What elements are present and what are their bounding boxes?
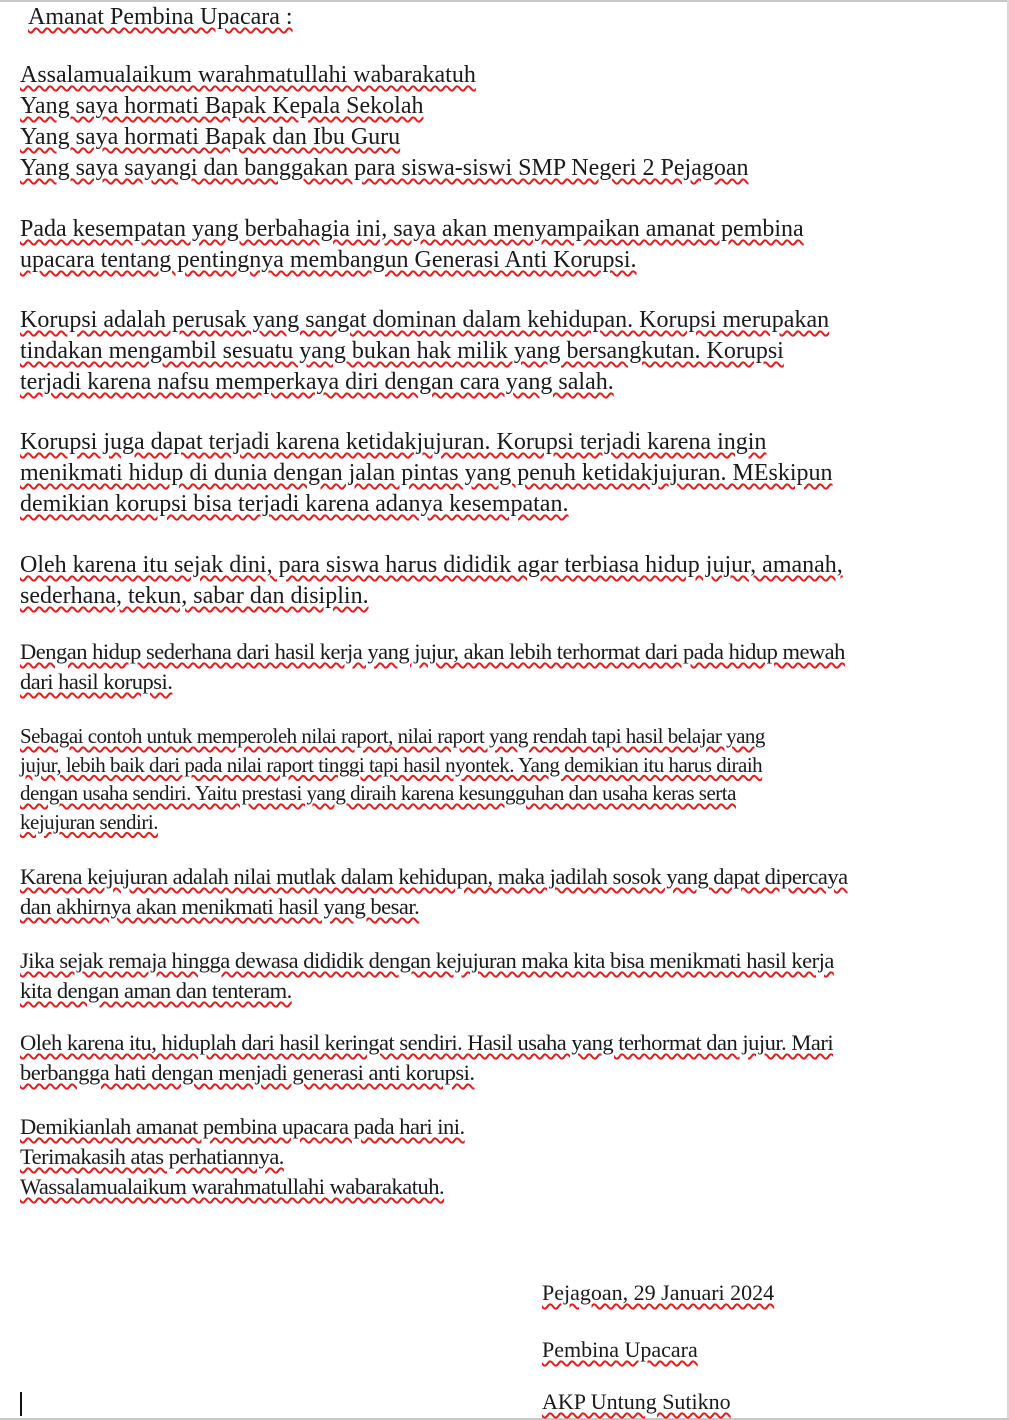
closing-line: Demikianlah amanat pembina upacara pada hari ini.	[20, 1114, 465, 1139]
paragraph-line: upacara tentang pentingnya membangun Generasi Anti Korupsi.	[20, 247, 637, 273]
paragraph-line: Sebagai contoh untuk memperoleh nilai raport, nilai raport yang rendah tapi hasil belajar yang	[20, 724, 765, 748]
paragraph-line: Karena kejujuran adalah nilai mutlak dalam kehidupan, maka jadilah sosok yang dapat dipercaya	[20, 864, 848, 889]
paragraph-line: dengan usaha sendiri. Yaitu prestasi yang diraih karena kesungguhan dan usaha keras serta	[20, 781, 736, 805]
paragraph-youth	[20, 946, 960, 1006]
paragraph-line: demikian korupsi bisa terjadi karena adanya kesempatan.	[20, 491, 569, 517]
greeting-line: Yang saya hormati Bapak dan Ibu Guru	[20, 124, 401, 150]
closing-block	[20, 1112, 960, 1202]
paragraph-simple-life	[20, 637, 960, 697]
paragraph-line: kita dengan aman dan tenteram.	[20, 978, 292, 1003]
paragraph-line: terjadi karena nafsu memperkaya diri dengan cara yang salah.	[20, 369, 614, 395]
paragraph-line: Pada kesempatan yang berbahagia ini, saya akan menyampaikan amanat pembina	[20, 216, 804, 242]
paragraph-line: Jika sejak remaja hingga dewasa dididik dengan kejujuran maka kita bisa menikmati hasil kerja	[20, 948, 834, 973]
paragraph-line: Oleh karena itu sejak dini, para siswa harus dididik agar terbiasa hidup jujur, amanah,	[20, 552, 843, 578]
signature-name: AKP Untung Sutikno	[542, 1389, 731, 1414]
paragraph-line: Korupsi juga dapat terjadi karena ketidakjujuran. Korupsi terjadi karena ingin	[20, 429, 767, 455]
paragraph-line: menikmati hidup di dunia dengan jalan pintas yang penuh ketidakjujuran. MEskipun	[20, 460, 833, 486]
paragraph-korupsi-causes	[20, 427, 960, 520]
paragraph-line: Dengan hidup sederhana dari hasil kerja yang jujur, akan lebih terhormat dari pada hidup mewah	[20, 639, 845, 664]
signature-role: Pembina Upacara	[542, 1337, 698, 1362]
greeting-line: Yang saya hormati Bapak Kepala Sekolah	[20, 93, 424, 119]
paragraph-line: dari hasil korupsi.	[20, 669, 173, 694]
closing-line: Terimakasih atas perhatiannya.	[20, 1144, 284, 1169]
paragraph-line: berbangga hati dengan menjadi generasi anti korupsi.	[20, 1060, 475, 1085]
paragraph-line: jujur, lebih baik dari pada nilai raport tinggi tapi hasil nyontek. Yang demikian itu harus diraih	[20, 752, 763, 777]
signature-place-date: Pejagoan, 29 Januari 2024	[542, 1280, 775, 1305]
paragraph-honesty	[20, 862, 960, 922]
paragraph-line: dan akhirnya akan menikmati hasil yang besar.	[20, 894, 420, 919]
paragraph-example	[20, 722, 960, 836]
paragraph-line: sederhana, tekun, sabar dan disiplin.	[20, 583, 369, 609]
title-text: Amanat Pembina Upacara :	[28, 4, 293, 30]
greeting-line: Assalamualaikum warahmatullahi wabarakatuh	[20, 62, 476, 88]
paragraph-line: kejujuran sendiri.	[20, 809, 158, 834]
document-title	[28, 2, 968, 33]
paragraph-opening	[20, 214, 960, 276]
paragraph-line: Oleh karena itu, hiduplah dari hasil keringat sendiri. Hasil usaha yang terhormat dan jujur. Mari	[20, 1030, 834, 1055]
text-cursor	[20, 1392, 22, 1416]
greeting-block	[20, 60, 960, 184]
paragraph-education	[20, 550, 960, 612]
paragraph-conclusion	[20, 1028, 960, 1088]
paragraph-line: Korupsi adalah perusak yang sangat dominan dalam kehidupan. Korupsi merupakan	[20, 307, 830, 333]
paragraph-line: tindakan mengambil sesuatu yang bukan hak milik yang bersangkutan. Korupsi	[20, 338, 784, 364]
greeting-line: Yang saya sayangi dan banggakan para siswa-siswi SMP Negeri 2 Pejagoan	[20, 155, 749, 181]
closing-line: Wassalamualaikum warahmatullahi wabarakatuh.	[20, 1174, 445, 1199]
paragraph-korupsi-definition	[20, 305, 960, 398]
